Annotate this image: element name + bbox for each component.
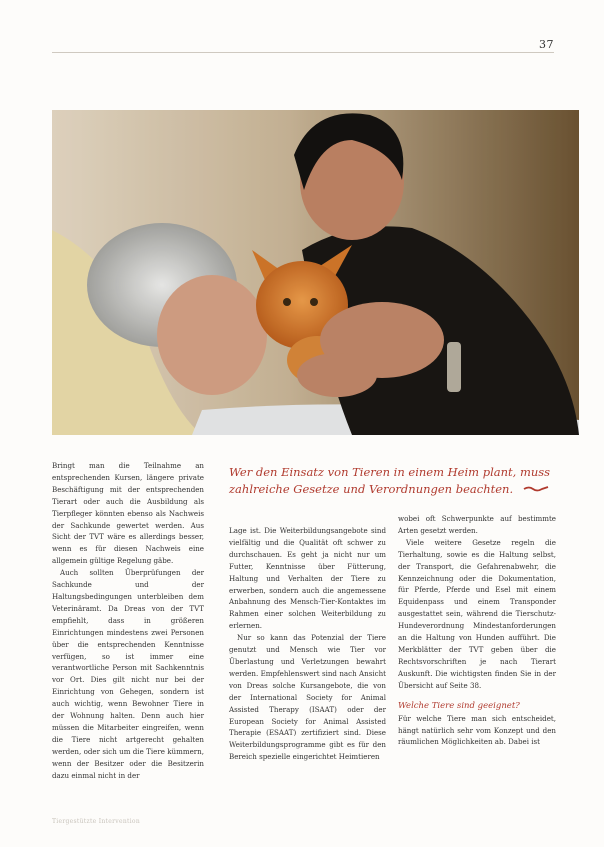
header-rule — [52, 52, 554, 53]
text-column-1 — [52, 460, 204, 781]
page-number: 37 — [539, 38, 554, 51]
paragraph: Lage ist. Die Weiterbildungsangebote sind vielfältig und die Qualität oft schwer zu durchschauen. Es geht ja nicht nur um Futter, Kenntnisse über Fütterung, Haltung und Verhalten der Tiere zu erwerben, sondern auch die angemessene Anbahnung des Mensch-Tier-Kontaktes im Rahmen einer solchen Weiterbildung zu erlernen. — [229, 526, 386, 631]
page-footer: Tiergestützte Intervention — [52, 818, 141, 825]
pull-quote — [229, 464, 559, 498]
pull-quote-text: Wer den Einsatz von Tieren in einem Heim plant, muss zahlreiche Gesetze und Verordnungen beachten. — [229, 465, 551, 496]
paragraph: Für welche Tiere man sich entscheidet, hängt natürlich sehr vom Konzept und den räumlichen Möglichkeiten ab. Dabei ist — [398, 713, 556, 747]
text-column-3 — [398, 513, 556, 748]
text-column-2 — [229, 525, 386, 763]
paragraph: Bringt man die Teilnahme an entsprechenden Kursen, längere private Beschäftigung mit der entsprechenden Tierart oder auch die Ausbildung als Tierpfleger könnten ebenso als Nachweis der Sachkunde gewertet werden. Aus Sicht der TVT wäre es allerdings besser, wenn es für diesen Nachweis eine allgemein gültige Regelung gäbe. — [52, 461, 204, 566]
paragraph: Nur so kann das Potenzial der Tiere genutzt und Mensch wie Tier vor Überlastung und Verletzungen bewahrt werden. Empfehlenswert sind nach Ansicht von Dreas solche Kursangebote, die von der International Society for Animal Assisted Therapy (ISAAT) oder der European Society for Animal Assisted Therapie (ESAAT) zertifiziert sind. Diese Weiterbildungsprogramme gibt es für den Bereich spezielle eingerichtet Heimtieren — [229, 633, 386, 762]
paragraph: Auch sollten Überprüfungen der Sachkunde und der Haltungsbedingungen unterbleiben dem Veterinäramt. Da Dreas von der TVT empfiehlt, dass in größeren Einrichtungen mindestens zwei Personen über die entsprechenden Kenntnisse verfügen, so ist immer eine verantwortliche Person mit Sachkenntnis vor Ort. Dies gilt nicht nur bei der Einrichtung von Gehegen, sondern ist auch wichtig, wenn Bewohner Tiere in der Wohnung halten. Denn auch hier müssen die Mitarbeiter eingreifen, wenn die Tiere nicht artgerecht gehalten werden, oder sich um die Tiere kümmern, wenn der Besitzer oder die Besitzerin dazu einmal nicht in der — [52, 568, 204, 780]
article-photo — [52, 110, 579, 435]
section-subheading: Welche Tiere sind geeignet? — [398, 700, 520, 711]
paragraph: Viele weitere Gesetze regeln die Tierhaltung, sowie es die Haltung selbst, der Transport, die Gefahrenabwehr, die Kennzeichnung oder die Dokumentation, für Pferde, Pferde und Esel mit einem Equidenpass und einem Transponder ausgestattet sein, während die Tierschutz-Hundeverordnung Mindestanforderungen an die Haltung von Hunden aufführt. Die Merkblätter der TVT geben über die Rechtsvorschriften je nach Tierart Auskunft. Die wichtigsten finden Sie in der Übersicht auf Seite 38. — [398, 537, 556, 690]
end-mark-icon — [523, 481, 549, 498]
paragraph: wobei oft Schwerpunkte auf bestimmte Arten gesetzt werden. — [398, 514, 556, 535]
